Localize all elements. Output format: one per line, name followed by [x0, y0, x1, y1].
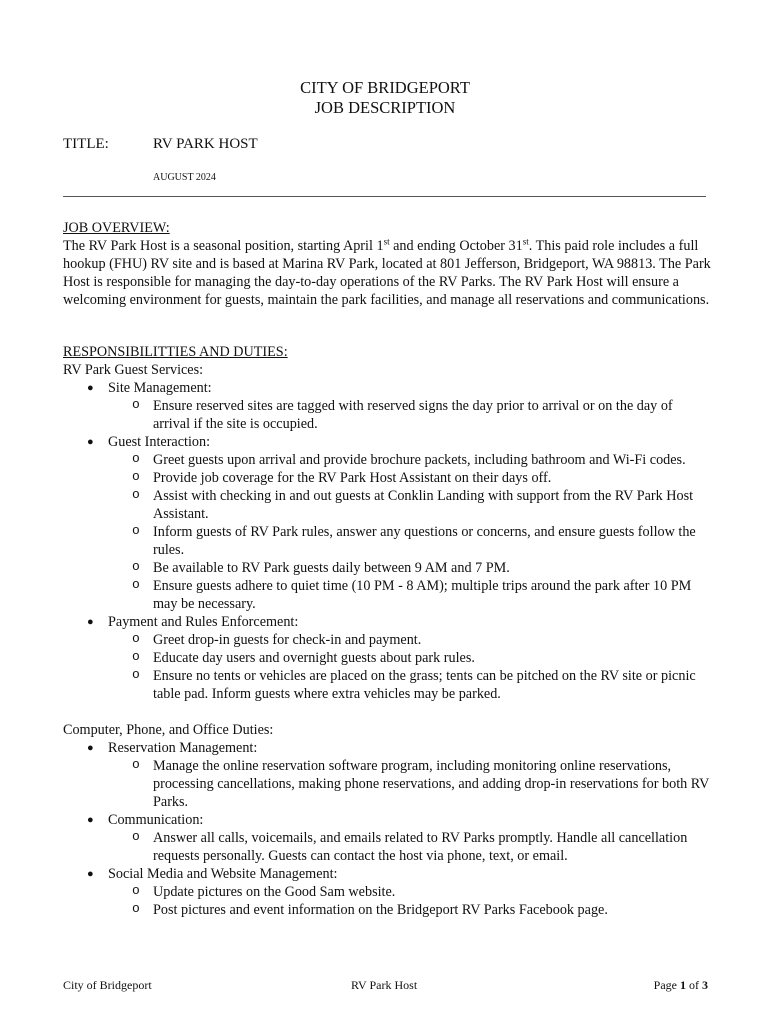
duty-group-name: Communication:	[108, 812, 204, 828]
page-number	[654, 978, 708, 993]
duty-item	[108, 451, 711, 469]
footer-org: City of Bridgeport	[63, 978, 152, 992]
office-duties-section	[63, 721, 711, 919]
duty-item	[108, 577, 711, 613]
duty-items	[108, 451, 711, 613]
duty-item-text: Be available to RV Park guests daily between 9 AM and 7 PM.	[153, 560, 510, 576]
duty-item	[108, 667, 711, 703]
duty-item-text: Greet guests upon arrival and provide brochure packets, including bathroom and Wi-Fi codes.	[153, 452, 686, 468]
overview-text-c: . This paid role includes a full hookup (FHU) RV site and is based at Marina RV Park, located at 801 Jefferson, Bridgeport, WA 98813. The Park Host is responsible for managing the day-to-day operations of the RV Parks. The RV Park Host will ensure a welcoming environment for guests, maintain the park facilities, and manage all reservations and communications.	[63, 238, 711, 308]
overview-paragraph	[63, 237, 711, 309]
duty-item-text: Ensure reserved sites are tagged with reserved signs the day prior to arrival or on the day of arrival if the site is occupied.	[153, 398, 673, 432]
document-body	[63, 219, 711, 919]
title-value: RV PARK HOST	[153, 136, 258, 152]
duty-item-text: Ensure guests adhere to quiet time (10 PM - 8 AM); multiple trips around the park after 10 PM may be necessary.	[153, 578, 692, 612]
duty-items	[108, 631, 711, 703]
ordinal-suffix: st	[383, 236, 390, 247]
bullet-icon: ●	[87, 814, 94, 826]
sub-bullet-icon: o	[132, 649, 140, 664]
duty-group-name: Reservation Management:	[108, 740, 258, 756]
sub-bullet-icon: o	[132, 901, 140, 916]
duty-item-text: Update pictures on the Good Sam website.	[153, 884, 396, 900]
duty-item	[108, 829, 711, 865]
duty-group	[63, 865, 711, 919]
duty-item	[108, 883, 711, 901]
guest-services-list	[63, 379, 711, 703]
document-header	[0, 78, 770, 118]
sub-bullet-icon: o	[132, 487, 140, 502]
duty-item	[108, 901, 711, 919]
duty-item-text: Answer all calls, voicemails, and emails related to RV Parks promptly. Handle all cancellation requests personally. Guests can contact the host via phone, text, or email.	[153, 830, 688, 864]
duty-group-name: Social Media and Website Management:	[108, 866, 338, 882]
duty-item-text: Assist with checking in and out guests at Conklin Landing with support from the RV Park Host Assistant.	[153, 488, 694, 522]
duty-item-text: Educate day users and overnight guests about park rules.	[153, 650, 475, 666]
total-pages: 3	[702, 978, 708, 992]
header-divider	[63, 196, 706, 197]
spacer	[63, 703, 711, 721]
bullet-icon: ●	[87, 616, 94, 628]
sub-bullet-icon: o	[132, 577, 140, 592]
spacer	[63, 309, 711, 343]
ordinal-suffix: st	[522, 236, 529, 247]
responsibilities-heading: RESPONSIBILITTIES AND DUTIES:	[63, 344, 288, 360]
duty-item	[108, 559, 711, 577]
doc-type: JOB DESCRIPTION	[314, 98, 456, 117]
duty-item	[108, 487, 711, 523]
duty-group	[63, 739, 711, 811]
guest-services-section	[63, 361, 711, 703]
sub-bullet-icon: o	[132, 523, 140, 538]
duty-item-text: Manage the online reservation software program, including monitoring online reservations, processing cancellations, making phone reservations, and adding drop-in reservations for both RV Parks.	[153, 758, 710, 810]
title-label: TITLE:	[63, 136, 109, 152]
footer-title: RV Park Host	[351, 978, 418, 992]
current-page: 1	[680, 978, 686, 992]
bullet-icon: ●	[87, 742, 94, 754]
duty-item	[108, 397, 711, 433]
overview-text-a: The RV Park Host is a seasonal position, starting April 1	[63, 238, 384, 254]
section-title: RV Park Guest Services:	[63, 362, 204, 378]
overview-text-b: and ending October 31	[389, 238, 523, 254]
sub-bullet-icon: o	[132, 829, 140, 844]
duty-item	[108, 757, 711, 811]
duty-item	[108, 469, 711, 487]
sub-bullet-icon: o	[132, 469, 140, 484]
duty-group	[63, 811, 711, 865]
duty-items	[108, 397, 711, 433]
duty-group-name: Site Management:	[108, 380, 212, 396]
page-of: of	[686, 978, 702, 992]
duty-group-name: Payment and Rules Enforcement:	[108, 614, 299, 630]
duty-group	[63, 379, 711, 433]
overview-heading: JOB OVERVIEW:	[63, 220, 170, 236]
bullet-icon: ●	[87, 868, 94, 880]
page-prefix: Page	[653, 978, 680, 992]
document-date: AUGUST 2024	[153, 172, 216, 183]
duty-item	[108, 523, 711, 559]
sub-bullet-icon: o	[132, 397, 140, 412]
bullet-icon: ●	[87, 436, 94, 448]
duty-item-text: Inform guests of RV Park rules, answer any questions or concerns, and ensure guests follow the rules.	[153, 524, 696, 558]
sub-bullet-icon: o	[132, 451, 140, 466]
duty-items	[108, 829, 711, 865]
org-name: CITY OF BRIDGEPORT	[300, 78, 470, 97]
duty-items	[108, 883, 711, 919]
duty-item-text: Ensure no tents or vehicles are placed on the grass; tents can be pitched on the RV site or picnic table pad. Inform guests where extra vehicles may be parked.	[153, 668, 696, 702]
duty-group	[63, 613, 711, 703]
duty-group-name: Guest Interaction:	[108, 434, 211, 450]
sub-bullet-icon: o	[132, 757, 140, 772]
bullet-icon: ●	[87, 382, 94, 394]
duty-item-text: Provide job coverage for the RV Park Host Assistant on their days off.	[153, 470, 552, 486]
sub-bullet-icon: o	[132, 667, 140, 682]
sub-bullet-icon: o	[132, 631, 140, 646]
sub-bullet-icon: o	[132, 883, 140, 898]
duty-group	[63, 433, 711, 613]
section-title: Computer, Phone, and Office Duties:	[63, 722, 274, 738]
duty-item	[108, 631, 711, 649]
sub-bullet-icon: o	[132, 559, 140, 574]
office-duties-list	[63, 739, 711, 919]
duty-item	[108, 649, 711, 667]
duty-item-text: Greet drop-in guests for check-in and payment.	[153, 632, 422, 648]
duty-item-text: Post pictures and event information on the Bridgeport RV Parks Facebook page.	[153, 902, 608, 918]
duty-items	[108, 757, 711, 811]
